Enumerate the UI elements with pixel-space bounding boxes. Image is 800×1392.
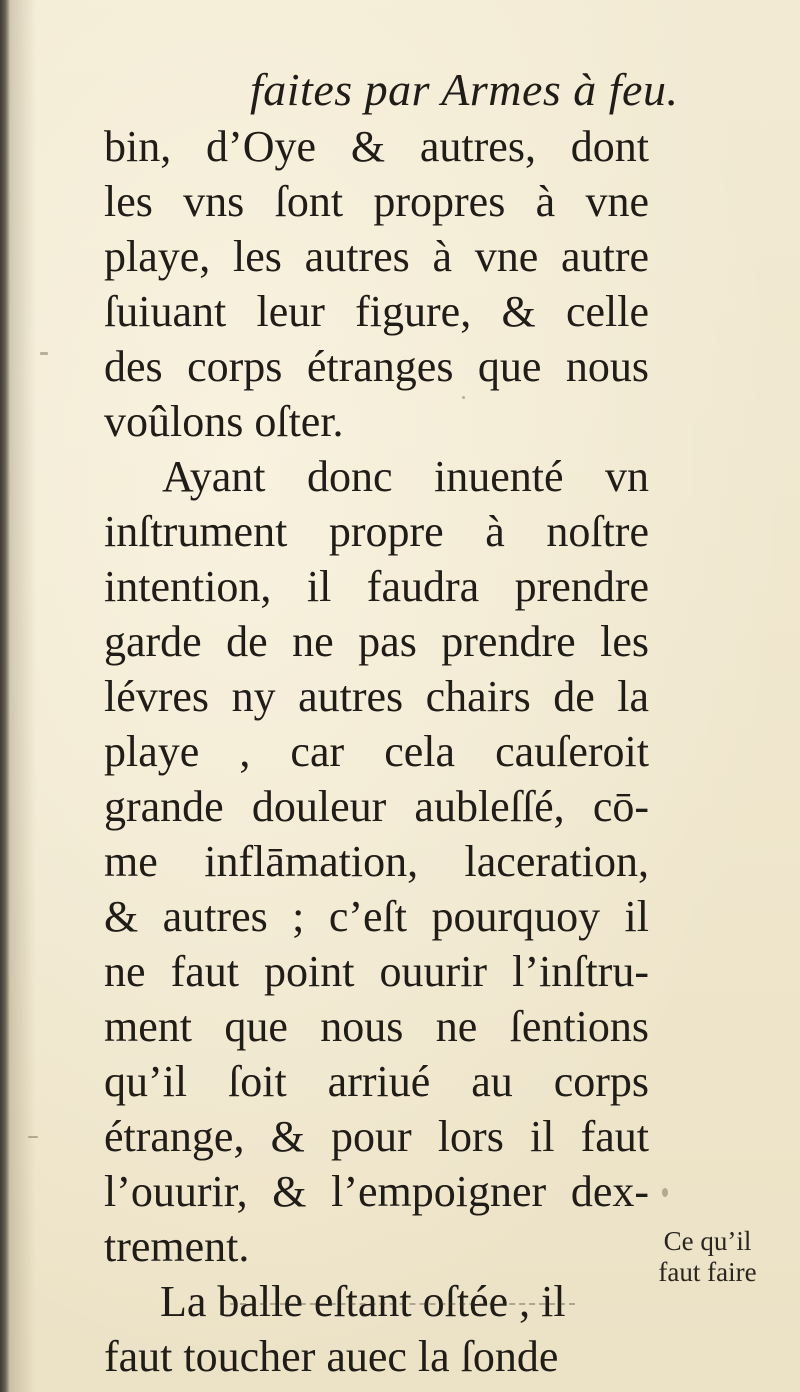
- text-line: trement.: [104, 1222, 250, 1271]
- text-line: ſuiuant leur figure, & celle: [104, 287, 649, 336]
- text-line: lévres ny autres chairs de la: [104, 672, 649, 721]
- text-line: bin, d’Oye & autres, dont: [104, 122, 649, 171]
- margin-note: [620, 1226, 795, 1288]
- ink-speck: [462, 396, 465, 399]
- ink-speck: [28, 1136, 38, 1138]
- text-line: qu’il ſoit arriué au corps: [104, 1057, 649, 1106]
- text-line: ment que nous ne ſentions: [104, 1002, 649, 1051]
- running-headline: faites par Armes à feu.: [250, 64, 679, 115]
- paragraph-start-line: Ayant donc inuenté vn: [162, 452, 649, 501]
- body-text: [104, 119, 649, 1384]
- text-line: voûlons oſter.: [104, 397, 344, 446]
- bottom-bleed-rule: [230, 1303, 575, 1305]
- text-line: des corps étranges que nous: [104, 342, 649, 391]
- text-line: & autres ; c’eſt pourquoy il: [104, 892, 649, 941]
- text-line: grande douleur aubleſſé, cō-: [104, 782, 649, 831]
- margin-note-line: Ce qu’il: [663, 1226, 752, 1256]
- text-line: garde de ne pas prendre les: [104, 617, 649, 666]
- text-line: ne faut point ouurir l’inſtru-: [104, 947, 649, 996]
- text-line: intention, il faudra prendre: [104, 562, 649, 611]
- gutter-shadow: [10, 0, 36, 1392]
- text-line: playe , car cela cauſeroit: [104, 727, 649, 776]
- paragraph-start-line: La balle eſtant oſtée , il: [160, 1277, 566, 1326]
- text-line: playe, les autres à vne autre: [104, 232, 649, 281]
- text-line: inſtrument propre à noſtre: [104, 507, 649, 556]
- ink-speck: [662, 1188, 668, 1197]
- text-line: étrange, & pour lors il faut: [104, 1112, 649, 1161]
- text-line: me inflāmation, laceration,: [104, 837, 649, 886]
- text-line: l’ouurir, & l’empoigner dex-: [104, 1167, 649, 1216]
- text-line: les vns ſont propres à vne: [104, 177, 649, 226]
- margin-note-line: faut faire: [658, 1257, 757, 1287]
- ink-speck: [40, 352, 48, 355]
- text-line: faut toucher auec la ſonde: [104, 1332, 559, 1381]
- page-binding: [0, 0, 10, 1392]
